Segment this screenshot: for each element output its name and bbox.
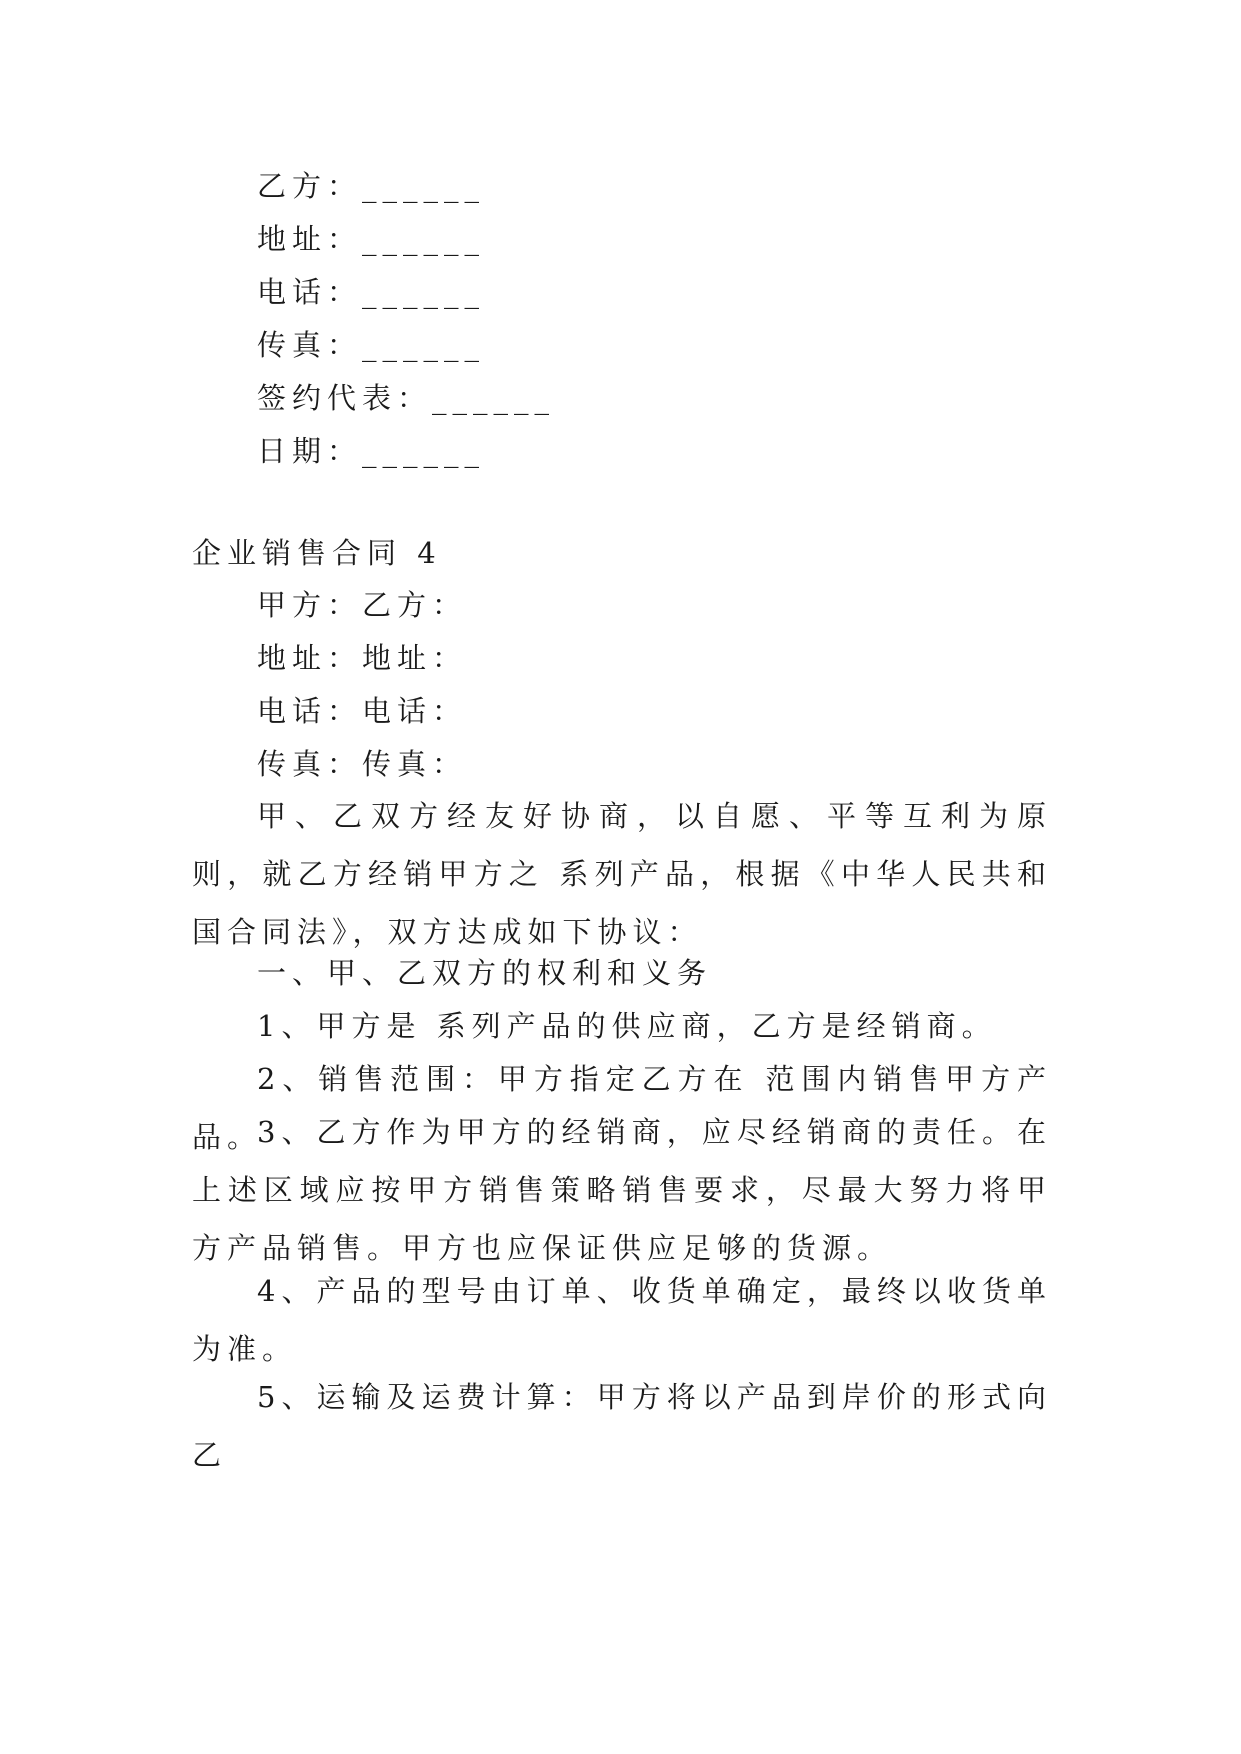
paragraph-heading-rights: 一、甲、乙双方的权利和义务 bbox=[257, 956, 713, 990]
field-party-b: 乙方：______ bbox=[257, 169, 486, 203]
field-signatory: 签约代表：______ bbox=[257, 381, 556, 415]
party-line: 甲方：乙方： bbox=[257, 588, 468, 622]
paragraph-clause-5: 5、运输及运费计算：甲方将以产品到岸价的形式向乙 bbox=[192, 1380, 1052, 1472]
party-line: 地址：地址： bbox=[257, 641, 468, 675]
party-line: 传真：传真： bbox=[257, 747, 468, 781]
blank-line: ______ bbox=[362, 328, 486, 362]
party-line: 电话：电话： bbox=[257, 694, 468, 728]
field-fax: 传真：______ bbox=[257, 328, 486, 362]
blank-line: ______ bbox=[362, 222, 486, 256]
blank-line: ______ bbox=[432, 381, 556, 415]
paragraph-clause-4: 4、产品的型号由订单、收货单确定，最终以收货单为准。 bbox=[192, 1274, 1052, 1366]
field-phone: 电话：______ bbox=[257, 275, 486, 309]
paragraph-clause-2: 2、销售范围：甲方指定乙方在 范围内销售甲方产品。 bbox=[192, 1062, 1052, 1154]
paragraph-clause-3: 3、乙方作为甲方的经销商，应尽经销商的责任。在上述区域应按甲方销售策略销售要求，尽最大努力将甲方产品销售。甲方也应保证供应足够的货源。 bbox=[192, 1115, 1052, 1265]
field-date: 日期：______ bbox=[257, 434, 486, 468]
paragraph-clause-1: 1、甲方是 系列产品的供应商，乙方是经销商。 bbox=[257, 1009, 997, 1043]
section-title: 企业销售合同 4 bbox=[192, 536, 442, 570]
blank-line: ______ bbox=[362, 169, 486, 203]
blank-line: ______ bbox=[362, 434, 486, 468]
blank-line: ______ bbox=[362, 275, 486, 309]
paragraph-preamble: 甲、乙双方经友好协商，以自愿、平等互利为原则，就乙方经销甲方之 系列产品，根据《中华人民共和国合同法》，双方达成如下协议： bbox=[192, 799, 1052, 949]
field-address: 地址：______ bbox=[257, 222, 486, 256]
